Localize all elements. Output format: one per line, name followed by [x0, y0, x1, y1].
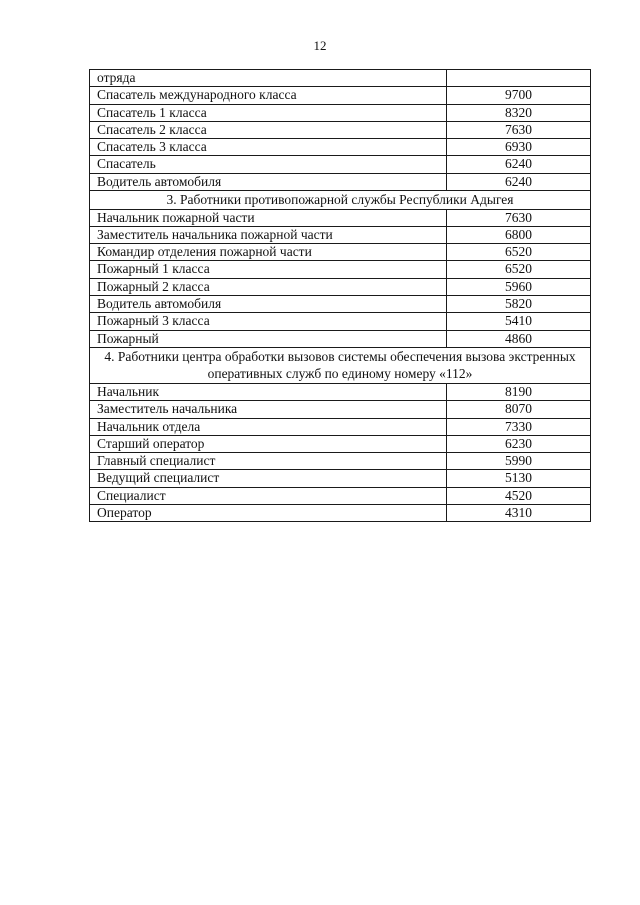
table-row [90, 139, 591, 156]
position-name: Заместитель начальника пожарной части [90, 226, 447, 243]
table-row [90, 487, 591, 504]
table-row [90, 104, 591, 121]
salary-value: 7630 [447, 209, 591, 226]
salary-value: 8070 [447, 401, 591, 418]
salary-table-body [90, 70, 591, 522]
salary-value: 6930 [447, 139, 591, 156]
table-row [90, 87, 591, 104]
salary-value: 5820 [447, 296, 591, 313]
table-row [90, 261, 591, 278]
salary-value: 5960 [447, 278, 591, 295]
table-row [90, 453, 591, 470]
table-row [90, 278, 591, 295]
salary-value: 5990 [447, 453, 591, 470]
salary-value: 6800 [447, 226, 591, 243]
salary-value: 4520 [447, 487, 591, 504]
position-name: Спасатель 1 класса [90, 104, 447, 121]
table-row [90, 313, 591, 330]
position-name: Главный специалист [90, 453, 447, 470]
table-row [90, 226, 591, 243]
table-row [90, 209, 591, 226]
position-name: Командир отделения пожарной части [90, 244, 447, 261]
salary-value: 6240 [447, 173, 591, 190]
position-name: Заместитель начальника [90, 401, 447, 418]
salary-value [447, 70, 591, 87]
position-name: Ведущий специалист [90, 470, 447, 487]
table-row [90, 244, 591, 261]
table-row [90, 470, 591, 487]
position-name: Пожарный 3 класса [90, 313, 447, 330]
position-name: Начальник пожарной части [90, 209, 447, 226]
salary-value: 7630 [447, 121, 591, 138]
position-name: Пожарный 1 класса [90, 261, 447, 278]
table-row [90, 505, 591, 522]
page-number: 12 [313, 38, 327, 53]
salary-value: 4860 [447, 330, 591, 347]
table-row [90, 435, 591, 452]
position-name: Пожарный 2 класса [90, 278, 447, 295]
section-title: 3. Работники противопожарной службы Республики Адыгея [90, 191, 591, 210]
position-name: Пожарный [90, 330, 447, 347]
table-row [90, 296, 591, 313]
salary-value: 5130 [447, 470, 591, 487]
position-name: Специалист [90, 487, 447, 504]
position-name: Спасатель [90, 156, 447, 173]
table-row [90, 330, 591, 347]
position-name: Старший оператор [90, 435, 447, 452]
section-title: 4. Работники центра обработки вызовов системы обеспечения вызова экстренных оперативных служб по единому номеру «112» [90, 347, 591, 383]
table-row [90, 156, 591, 173]
salary-value: 7330 [447, 418, 591, 435]
salary-value: 6230 [447, 435, 591, 452]
position-name: Водитель автомобиля [90, 296, 447, 313]
salary-value: 4310 [447, 505, 591, 522]
position-name: Начальник [90, 383, 447, 400]
salary-value: 6240 [447, 156, 591, 173]
section-header-row [90, 191, 591, 210]
position-name: Начальник отдела [90, 418, 447, 435]
position-name: Спасатель 2 класса [90, 121, 447, 138]
table-row [90, 418, 591, 435]
salary-value: 5410 [447, 313, 591, 330]
salary-value: 6520 [447, 244, 591, 261]
table-row [90, 70, 591, 87]
position-name: Оператор [90, 505, 447, 522]
table-row [90, 121, 591, 138]
position-name: Водитель автомобиля [90, 173, 447, 190]
table-row [90, 383, 591, 400]
position-name: отряда [90, 70, 447, 87]
salary-value: 8320 [447, 104, 591, 121]
salary-value: 9700 [447, 87, 591, 104]
table-row [90, 173, 591, 190]
section-header-row [90, 347, 591, 383]
position-name: Спасатель 3 класса [90, 139, 447, 156]
position-name: Спасатель международного класса [90, 87, 447, 104]
table-row [90, 401, 591, 418]
salary-table [89, 69, 591, 522]
salary-value: 8190 [447, 383, 591, 400]
salary-value: 6520 [447, 261, 591, 278]
